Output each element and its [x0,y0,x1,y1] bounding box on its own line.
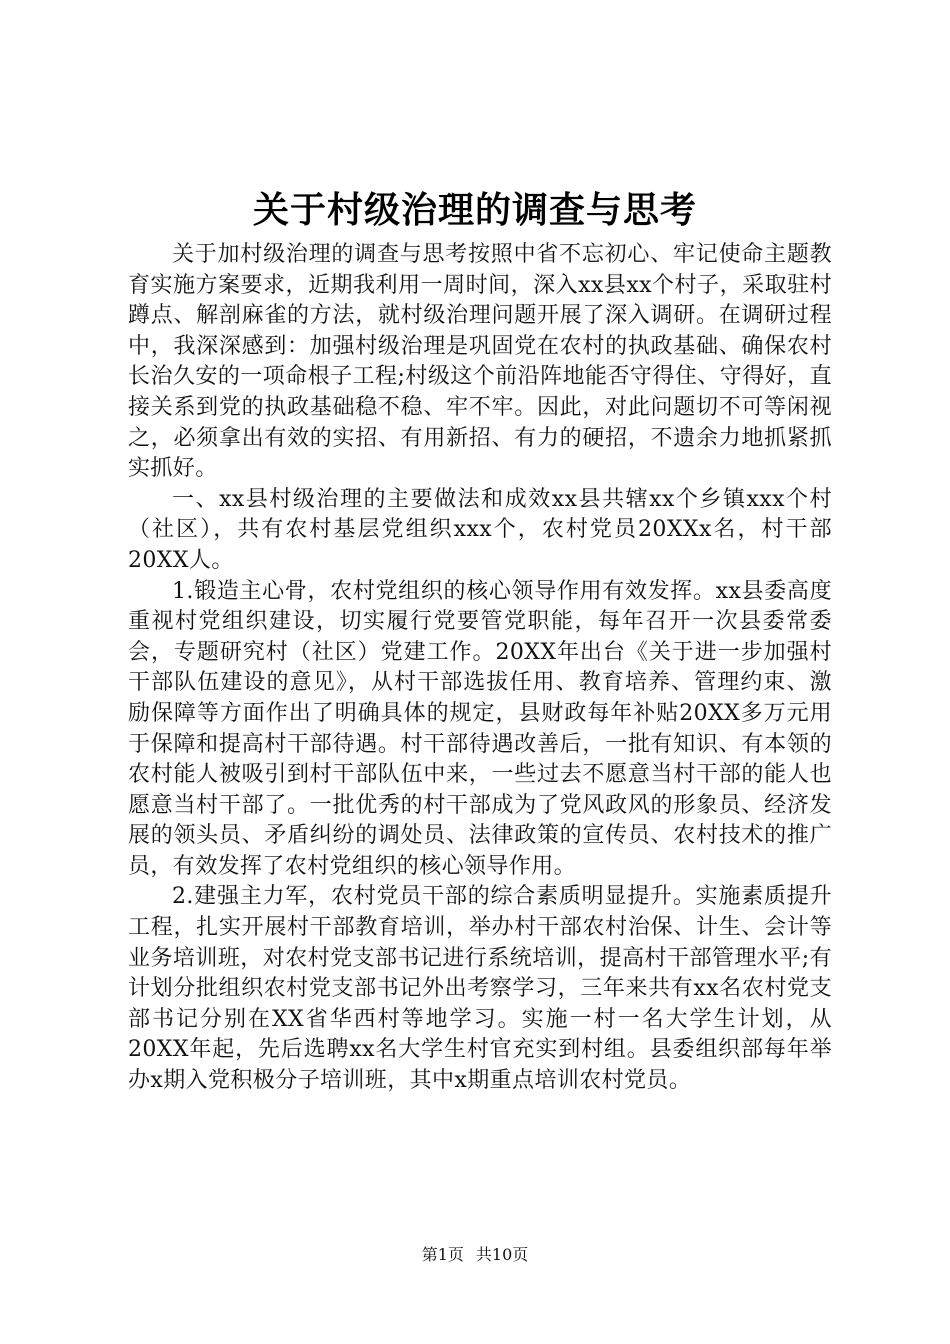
page-total: 共10页 [475,1245,529,1264]
paragraph-intro: 关于加村级治理的调查与思考按照中省不忘初心、牢记使命主题教育实施方案要求，近期我利用一周时间，深入xx县xx个村子，采取驻村蹲点、解剖麻雀的方法，就村级治理问题开展了深入调研。在调研过程中，我深深感到：加强村级治理是巩固党在农村的执政基础、确保农村长治久安的一项命根子工程;村级这个前沿阵地能否守得住、守得好，直接关系到党的执政基础稳不稳、牢不牢。因此，对此问题切不可等闲视之，必须拿出有效的实招、有用新招、有力的硬招，不遗余力地抓紧抓实抓好。 [128,242,832,482]
document-body [128,240,832,1097]
document-title: 关于村级治理的调查与思考 [252,189,697,231]
paragraph-point-two: 2.建强主力军，农村党员干部的综合素质明显提升。实施素质提升工程，扎实开展村干部教育培训，举办村干部农村治保、计生、会计等业务培训班，对农村党支部书记进行系统培训，提高村干部管理水平;有计划分批组织农村党支部书记外出考察学习，三年来共有xx名农村党支部书记分别在XX省华西村等地学习。实施一村一名大学生计划，从20XX年起，先后选聘xx名大学生村官充实到村组。县委组织部每年举办x期入党积极分子培训班，其中x期重点培训农村党员。 [128,884,832,1094]
paragraph-point-one: 1.锻造主心骨，农村党组织的核心领导作用有效发挥。xx县委高度重视村党组织建设，切实履行党要管党职能，每年召开一次县委常委会，专题研究村（社区）党建工作。20XX年出台《关于进一步加强村干部队伍建设的意见》，从村干部选拔任用、教育培养、管理约束、激励保障等方面作出了明确具体的规定，县财政每年补贴20XX多万元用于保障和提高村干部待遇。村干部待遇改善后，一批有知识、有本领的农村能人被吸引到村干部队伍中来，一些过去不愿意当村干部的能人也愿意当村干部了。一批优秀的村干部成为了党风政风的形象员、经济发展的领头员、矛盾纠纷的调处员、法律政策的宣传员、农村技术的推广员，有效发挥了农村党组织的核心领导作用。 [128,578,832,879]
page-number: 第1页 [421,1245,464,1264]
page-footer [0,1244,950,1266]
paragraph-section-one: 一、xx县村级治理的主要做法和成效xx县共辖xx个乡镇xxx个村（社区），共有农村基层党组织xxx个，农村党员20XXx名，村干部20XX人。 [128,486,832,573]
